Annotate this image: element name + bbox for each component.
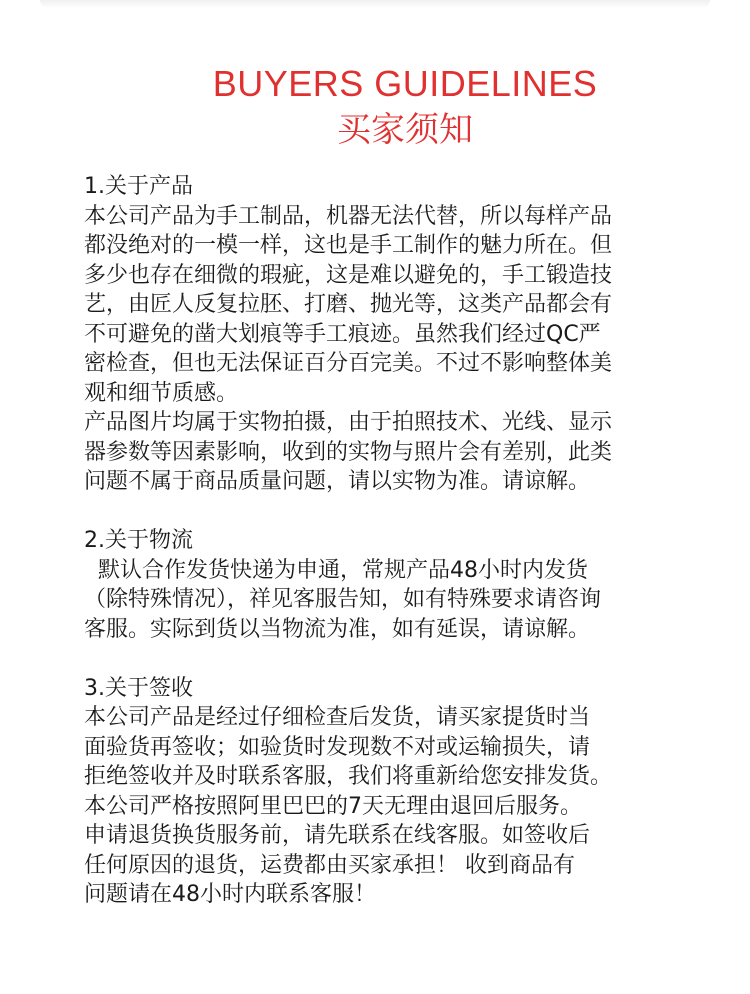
paragraph-line: 器参数等因素影响，收到的实物与照片会有差别，此类 (84, 439, 613, 465)
section-product (84, 172, 704, 497)
paragraph-line: 客服。实际到货以当物流为准，如有延误，请谅解。 (84, 616, 591, 642)
paragraph-line: 观和细节质感。 (84, 380, 239, 406)
paragraph-line: 产品图片均属于实物拍摄，由于拍照技术、光线、显示 (84, 410, 613, 435)
section-signing (84, 674, 704, 910)
paragraph-line: （除特殊情况），祥见客服告知，如有特殊要求请咨询 (84, 587, 602, 612)
paragraph-line: 任何原因的退货，运费都由买家承担！ 收到商品有 (84, 852, 575, 878)
title-chinese: 买家须知 (337, 110, 473, 150)
paragraph-line: 艺，由匠人反复拉胚、打磨、抛光等，这类产品都会有 (84, 292, 613, 317)
page-header (0, 62, 750, 152)
paragraph-line: 面验货再签收；如验货时发现数不对或运输损失，请 (84, 734, 591, 760)
paragraph-line: 默认合作发货快递为申通，常规产品48小时内发货 (84, 557, 588, 583)
paragraph-line: 问题请在48小时内联系客服！ (84, 882, 376, 907)
top-divider-shadow (40, 0, 710, 8)
paragraph-line: 拒绝签收并及时联系客服，我们将重新给您安排发货。 (84, 764, 613, 789)
paragraph-line: 不可避免的凿大划痕等手工痕迹。虽然我们经过QC严 (84, 321, 601, 347)
section-heading: 3.关于签收 (84, 675, 193, 701)
guidelines-content (84, 172, 704, 910)
paragraph-line: 都没绝对的一模一样，这也是手工制作的魅力所在。但 (84, 233, 613, 258)
paragraph-line: 多少也存在细微的瑕疵，这是难以避免的，手工锻造技 (84, 262, 613, 288)
section-logistics (84, 526, 704, 644)
paragraph-line: 本公司产品为手工制品，机器无法代替，所以每样产品 (84, 203, 613, 229)
paragraph-line: 密检查，但也无法保证百分百完美。不过不影响整体美 (84, 351, 613, 376)
paragraph-line: 本公司产品是经过仔细检查后发货，请买家提货时当 (84, 705, 591, 730)
section-heading: 2.关于物流 (84, 528, 193, 553)
paragraph-line: 申请退货换货服务前，请先联系在线客服。如签收后 (84, 823, 591, 848)
section-heading: 1.关于产品 (84, 174, 193, 199)
title-english: BUYERS GUIDELINES (212, 63, 598, 104)
paragraph-line: 本公司严格按照阿里巴巴的7天无理由退回后服务。 (84, 793, 582, 819)
paragraph-line: 问题不属于商品质量问题，请以实物为准。请谅解。 (84, 469, 591, 494)
